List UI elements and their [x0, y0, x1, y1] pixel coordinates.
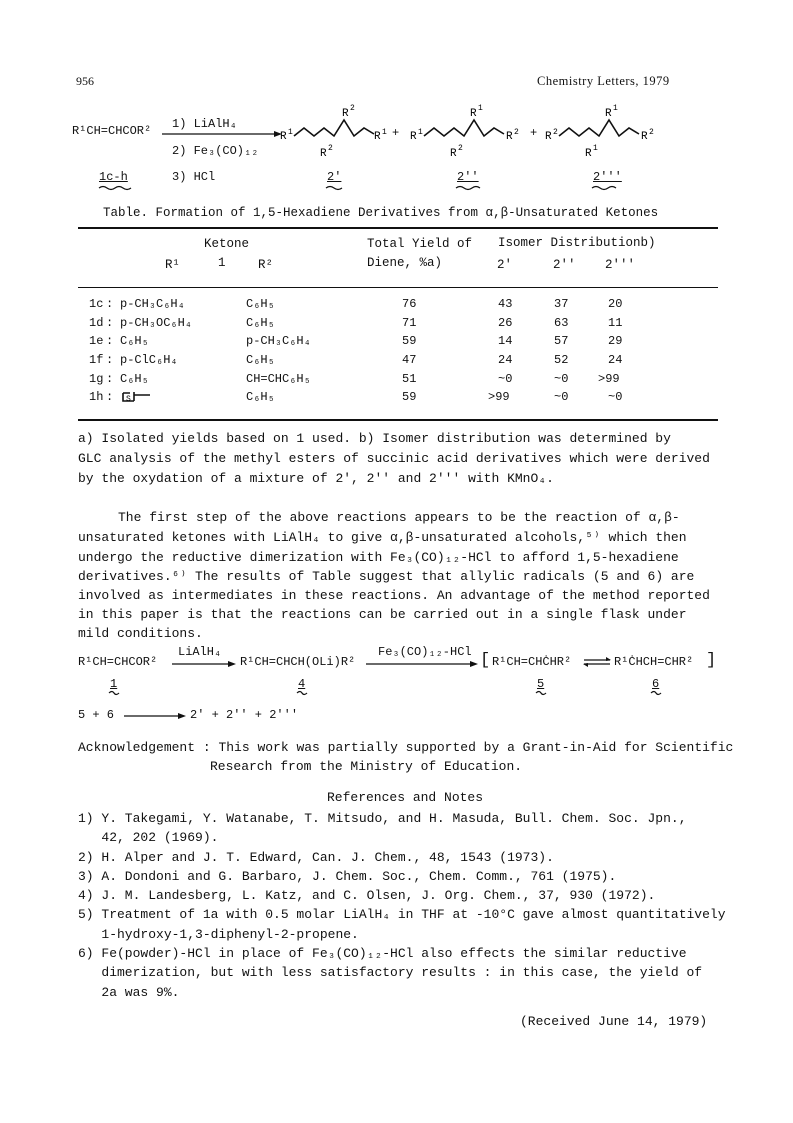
equilibrium-arrow [582, 655, 612, 669]
svg-text:1: 1 [478, 104, 483, 113]
cell-r1: p-ClC₆H₄ [120, 353, 178, 367]
page-number: 956 [76, 74, 94, 88]
footnote-line: a) Isolated yields based on 1 used. b) Isomer distribution was determined by [78, 431, 671, 446]
squiggle-underline [325, 185, 343, 191]
cell-r1: C₆H₅ [120, 372, 149, 386]
svg-text:R: R [585, 148, 592, 160]
reaction-arrow [162, 130, 282, 138]
svg-text:2: 2 [514, 128, 519, 137]
footnote-line: by the oxydation of a mixture of 2', 2'' and 2''' with KMnO₄. [78, 471, 554, 486]
ack-line-1: This work was partially supported by a Grant-in-Aid for Scientific [218, 740, 734, 755]
cell-2tripleprime: 24 [608, 353, 623, 367]
header-r2: R² [258, 258, 274, 272]
separator: : [106, 390, 114, 404]
cell-2prime: ~0 [498, 372, 513, 386]
cell-r1: p-CH₃OC₆H₄ [120, 316, 193, 330]
label-1: 1 [110, 677, 118, 691]
squiggle-underline [108, 690, 120, 696]
label-5: 5 [537, 677, 545, 691]
bracket-left: [ [480, 651, 491, 670]
cell-r2: p-CH₃C₆H₄ [246, 334, 311, 348]
paragraph-line: The first step of the above reactions appears to be the reaction of α,β- [118, 510, 680, 525]
reaction-arrow [172, 660, 236, 668]
squiggle-underline [296, 690, 308, 696]
product-2doubleprime-structure [410, 104, 530, 164]
svg-text:R: R [320, 148, 327, 160]
product-label-2tripleprime: 2''' [593, 170, 622, 184]
reagent-fe: Fe₃(CO)₁₂-HCl [378, 645, 472, 659]
product-label-2doubleprime: 2'' [457, 170, 479, 184]
cell-r1: p-CH₃C₆H₄ [120, 297, 185, 311]
cell-r2: CH=CHC₆H₅ [246, 372, 311, 386]
svg-text:2: 2 [350, 104, 355, 113]
step-1: 1) LiAlH₄ [172, 117, 237, 131]
cell-r2: C₆H₅ [246, 297, 275, 311]
compound-id: 1g [89, 372, 104, 386]
squiggle-underline [98, 185, 132, 191]
reference-line: 2) H. Alper and J. T. Edward, Can. J. Chem., 48, 1543 (1973). [78, 850, 554, 865]
cell-r1: C₆H₅ [120, 334, 149, 348]
squiggle-underline [591, 185, 619, 191]
svg-text:R: R [280, 131, 287, 143]
squiggle-underline [535, 690, 547, 696]
svg-text:2: 2 [328, 144, 333, 153]
compound-id: 1h [89, 390, 104, 404]
paragraph-line: derivatives.⁶⁾ The results of Table suggest that allylic radicals (5 and 6) are [78, 569, 695, 584]
reference-line: 1-hydroxy-1,3-diphenyl-2-propene. [78, 927, 359, 942]
product-2prime-structure [280, 104, 390, 164]
cell-2doubleprime: ~0 [554, 372, 569, 386]
references-title: References and Notes [327, 790, 484, 805]
compound-id: 1e [89, 334, 104, 348]
svg-text:R: R [641, 131, 648, 143]
ack-label-text: Acknowledgement : [78, 740, 211, 755]
cell-2doubleprime: ~0 [554, 390, 569, 404]
table-header-rule [78, 287, 718, 288]
separator: : [106, 353, 114, 367]
compound-id: 1c [89, 297, 104, 311]
svg-text:R: R [605, 108, 612, 120]
reaction-arrow [124, 712, 186, 720]
reaction-arrow [366, 660, 478, 668]
combine-left: 5 + 6 [78, 708, 115, 722]
product-label-2prime: 2' [327, 170, 342, 184]
cell-yield: 59 [402, 334, 417, 348]
cell-2doubleprime: 63 [554, 316, 569, 330]
cell-r2: C₆H₅ [246, 353, 275, 367]
journal-header: Chemistry Letters, 1979 [537, 74, 670, 88]
header-isomer: Isomer Distributionb) [498, 236, 656, 250]
compound-id: 1f [89, 353, 104, 367]
header-1: 1 [218, 256, 226, 270]
reference-line: 3) A. Dondoni and G. Barbaro, J. Chem. Soc., Chem. Comm., 761 (1975). [78, 869, 617, 884]
cell-2doubleprime: 57 [554, 334, 569, 348]
received-date: (Received June 14, 1979) [520, 1014, 708, 1029]
intermediate-formula: R¹CH=CHCH(OLi)R² [240, 655, 356, 669]
svg-text:R: R [342, 108, 349, 120]
svg-text:R: R [374, 131, 381, 143]
separator: : [106, 372, 114, 386]
squiggle-underline [650, 690, 662, 696]
cell-yield: 59 [402, 390, 417, 404]
paragraph-line: involved as intermediates in these reactions. An advantage of the method reported [78, 588, 710, 603]
paragraph-line: undergo the reductive dimerization with Fe₃(CO)₁₂-HCl to afford 1,5-hexadiene [78, 550, 679, 565]
compound-id: 1d [89, 316, 104, 330]
svg-text:R: R [410, 131, 417, 143]
step-3: 3) HCl [172, 170, 216, 184]
separator: : [106, 316, 114, 330]
reference-line: 5) Treatment of 1a with 0.5 molar LiAlH₄ in THF at -10°C gave almost quantitatively [78, 907, 726, 922]
step-2: 2) Fe₃(CO)₁₂ [172, 144, 259, 158]
header-2prime: 2' [497, 258, 513, 272]
header-total-yield: Total Yield of [367, 237, 473, 251]
svg-text:1: 1 [418, 128, 423, 137]
svg-text:S: S [126, 395, 131, 404]
svg-text:R: R [545, 131, 552, 143]
separator: : [106, 334, 114, 348]
ack-line-2: Research from the Ministry of Education. [210, 759, 523, 774]
bracket-right: ] [706, 651, 717, 670]
start-formula: R¹CH=CHCOR² [78, 655, 158, 669]
cell-r2: C₆H₅ [246, 390, 275, 404]
cell-2prime: 24 [498, 353, 513, 367]
svg-text:1: 1 [593, 144, 598, 153]
paragraph-line: unsaturated ketones with LiAlH₄ to give α,β-unsaturated alcohols,⁵⁾ which then [78, 530, 687, 545]
svg-text:2: 2 [458, 144, 463, 153]
header-diene: Diene, %a) [367, 256, 443, 270]
reference-line: 1) Y. Takegami, Y. Watanabe, T. Mitsudo, and H. Masuda, Bull. Chem. Soc. Jpn., [78, 811, 687, 826]
thienyl-structure [120, 389, 154, 405]
cell-2tripleprime: >99 [598, 372, 620, 386]
cell-2doubleprime: 37 [554, 297, 569, 311]
reactant-label: 1c-h [99, 170, 128, 184]
label-6: 6 [652, 677, 660, 691]
header-ketone: Ketone [204, 237, 250, 251]
cell-2prime: 14 [498, 334, 513, 348]
cell-2prime: 26 [498, 316, 513, 330]
svg-text:R: R [506, 131, 513, 143]
separator: : [106, 297, 114, 311]
combine-right: 2' + 2'' + 2''' [190, 708, 299, 722]
radical-2: R¹ĊHCH=CHR² [614, 655, 694, 669]
svg-text:1: 1 [288, 128, 293, 137]
reference-line: dimerization, but with less satisfactory results : in this case, the yield of [78, 965, 703, 980]
table-caption: Table. Formation of 1,5-Hexadiene Derivatives from α,β-Unsaturated Ketones [103, 206, 659, 220]
table-top-rule [78, 227, 718, 229]
plus-sign: + [530, 126, 538, 140]
cell-2doubleprime: 52 [554, 353, 569, 367]
header-2tripleprime: 2''' [605, 258, 636, 272]
cell-yield: 51 [402, 372, 417, 386]
reactant-formula: R¹CH=CHCOR² [72, 124, 152, 138]
plus-sign: + [392, 126, 400, 140]
ack-label [78, 740, 733, 755]
cell-2prime: >99 [488, 390, 510, 404]
paragraph-line: mild conditions. [78, 626, 203, 641]
reference-line: 6) Fe(powder)-HCl in place of Fe₃(CO)₁₂-HCl also effects the similar reductive [78, 946, 687, 961]
reference-line: 4) J. M. Landesberg, L. Katz, and C. Olsen, J. Org. Chem., 37, 930 (1972). [78, 888, 656, 903]
product-2tripleprime-structure [545, 104, 665, 164]
svg-text:2: 2 [553, 128, 558, 137]
cell-2tripleprime: ~0 [608, 390, 623, 404]
cell-2prime: 43 [498, 297, 513, 311]
cell-yield: 47 [402, 353, 417, 367]
svg-text:R: R [450, 148, 457, 160]
footnote-line: GLC analysis of the methyl esters of succinic acid derivatives which were derived [78, 451, 710, 466]
cell-2tripleprime: 11 [608, 316, 623, 330]
radical-1: R¹CH=CHĊHR² [492, 655, 572, 669]
cell-2tripleprime: 29 [608, 334, 623, 348]
reference-line: 2a was 9%. [78, 985, 180, 1000]
header-r1: R¹ [165, 258, 181, 272]
reagent-lialh4: LiAlH₄ [178, 645, 222, 659]
cell-2tripleprime: 20 [608, 297, 623, 311]
header-2doubleprime: 2'' [553, 258, 576, 272]
reference-line: 42, 202 (1969). [78, 830, 219, 845]
svg-text:1: 1 [382, 128, 387, 137]
paragraph-line: in this paper is that the reactions can be carried out in a single flask under [78, 607, 687, 622]
cell-r2: C₆H₅ [246, 316, 275, 330]
cell-yield: 76 [402, 297, 417, 311]
cell-yield: 71 [402, 316, 417, 330]
label-4: 4 [298, 677, 306, 691]
svg-text:2: 2 [649, 128, 654, 137]
svg-text:1: 1 [613, 104, 618, 113]
squiggle-underline [455, 185, 481, 191]
table-bottom-rule [78, 419, 718, 421]
svg-text:R: R [470, 108, 477, 120]
